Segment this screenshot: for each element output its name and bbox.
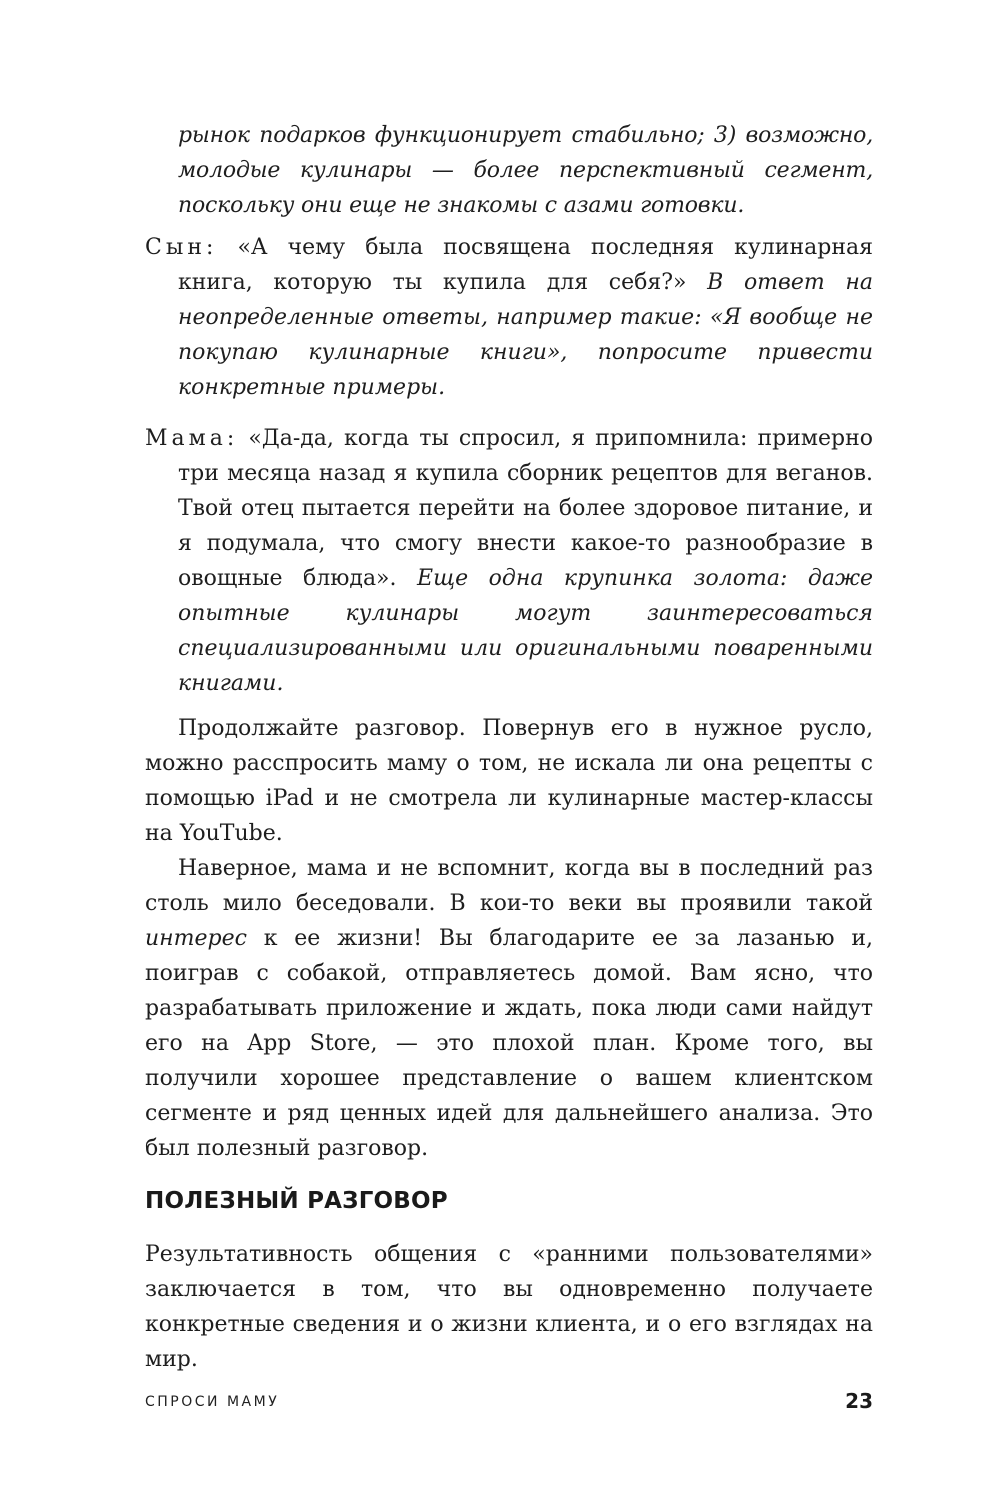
dialogue-mom bbox=[145, 421, 873, 701]
emphasis-word: интерес bbox=[145, 926, 247, 951]
body-paragraph bbox=[145, 851, 873, 1166]
running-title: СПРОСИ МАМУ bbox=[145, 1394, 280, 1410]
dialogue-note: В ответ на неопределенные ответы, например такие: «Я вообще не покупаю кулинарные книги», попросите привести конкретные примеры. bbox=[178, 270, 873, 400]
intro-italic-paragraph: рынок подарков функционирует стабильно; 3) возможно, молодые кулинары — более перспективный сегмент, поскольку они еще не знакомы с азами готовки. bbox=[178, 123, 873, 218]
dialogue-son bbox=[145, 230, 873, 405]
speaker-label: Мама: bbox=[145, 426, 239, 451]
body-paragraph: Продолжайте разговор. Повернув его в нужное русло, можно расспросить маму о том, не искала ли она рецепты с помощью iPad и не смотрела ли кулинарные мастер-классы на YouTube. bbox=[145, 716, 873, 846]
dialogue-speech: «А чему была посвящена последняя кулинарная книга, которую ты купила для себя?» bbox=[178, 235, 873, 295]
section-body bbox=[145, 1237, 873, 1377]
section-heading: ПОЛЕЗНЫЙ РАЗГОВОР bbox=[145, 1188, 448, 1214]
dialogue-speech: «Да-да, когда ты спросил, я припомнила: примерно три месяца назад я купила сборник рецептов для веганов. Твой отец пытается перейти на более здоровое питание, и я подумала, что смогу внести какое-то разнообразие в овощные блюда». bbox=[178, 426, 874, 591]
body-text bbox=[145, 711, 873, 1166]
page-number: 23 bbox=[845, 1389, 873, 1413]
dialogue-note: Еще одна крупинка золота: даже опытные кулинары могут заинтересоваться специализированными или оригинальными поваренными книгами. bbox=[178, 566, 873, 696]
speaker-label: Сын: bbox=[145, 235, 218, 260]
body-text-run: Наверное, мама и не вспомнит, когда вы в последний раз столь мило беседовали. В кои-то веки вы проявили такой bbox=[145, 856, 873, 916]
body-paragraph: Результативность общения с «ранними пользователями» заключается в том, что вы одновременно получаете конкретные сведения и о жизни клиента, и о его взглядах на мир. bbox=[145, 1242, 873, 1372]
body-text-run: к ее жизни! Вы благодарите ее за лазанью и, поиграв с собакой, отправляетесь домой. Вам ясно, что разрабатывать приложение и ждать, пока люди сами найдут его на App Store, — это плохой план. Кроме того, вы получили хорошее представление о вашем клиентском сегменте и ряд ценных идей для дальнейшего анализа. Это был полезный разговор. bbox=[145, 926, 873, 1161]
